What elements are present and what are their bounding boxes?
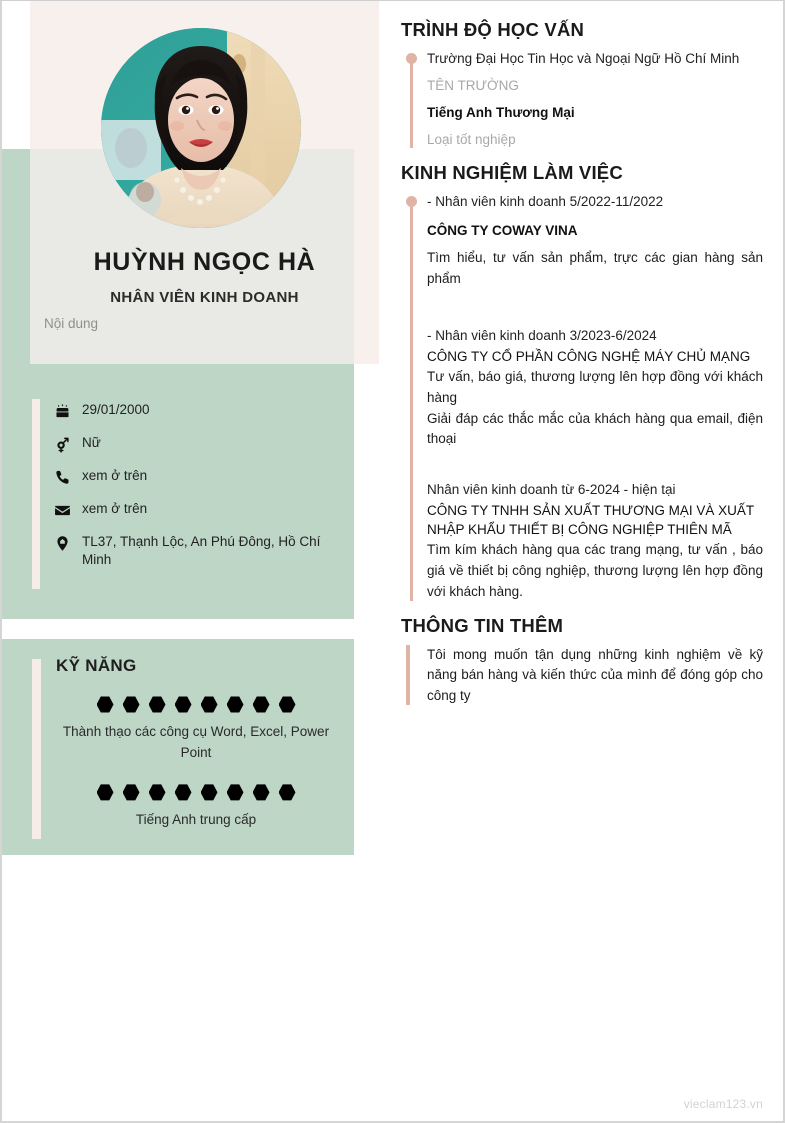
skill-label: Tiếng Anh trung cấp — [135, 811, 257, 827]
hexagon-icon — [253, 784, 270, 801]
experience-timeline — [401, 190, 763, 603]
job-company: CÔNG TY CỔ PHẦN CÔNG NGHỆ MÁY CHỦ MẠNG — [427, 348, 751, 364]
skills-accent-bar — [32, 659, 41, 839]
envelope-icon — [54, 501, 76, 519]
contact-item-gender — [54, 434, 334, 453]
education-heading: TRÌNH ĐỘ HỌC VẤN — [401, 19, 585, 40]
hexagon-icon — [97, 696, 114, 713]
job-date: - Nhân viên kinh doanh 3/2023-6/2024 — [427, 328, 657, 344]
skill-label: Thành thạo các công cụ Word, Excel, Power Point — [62, 724, 330, 760]
job-date: Nhân viên kinh doanh từ 6-2024 - hiện tại — [427, 482, 676, 498]
experience-heading: KINH NGHIỆM LÀM VIỆC — [401, 161, 623, 183]
contact-item-phone — [54, 467, 334, 486]
experience-item — [427, 480, 763, 602]
cv-role: NHÂN VIÊN KINH DOANH — [110, 288, 299, 306]
spacer — [427, 292, 763, 326]
timeline-line — [406, 645, 410, 706]
job-description: Tư vấn, báo giá, thương lượng lên hợp đồng với khách hàng — [427, 368, 763, 405]
extra-timeline — [401, 643, 763, 708]
education-school-placeholder: TÊN TRƯỜNG — [427, 77, 519, 93]
education-school: Trường Đại Học Tin Học và Ngoại Ngữ Hồ Chí Minh — [427, 51, 740, 66]
skill-level-row — [56, 696, 336, 713]
hexagon-icon — [97, 784, 114, 801]
hexagon-icon — [227, 696, 244, 713]
contact-list — [54, 401, 334, 583]
hexagon-icon — [175, 696, 192, 713]
extra-text: Tôi mong muốn tận dụng những kinh nghiệm về kỹ năng bán hàng và kiến thức của mình để đóng góp cho công ty — [427, 646, 763, 704]
contact-item-address — [54, 533, 334, 569]
experience-item — [427, 326, 763, 450]
gender-icon — [54, 435, 76, 453]
cv-name: HUỲNH NGỌC HÀ — [93, 248, 316, 276]
skills-heading: KỸ NĂNG — [56, 656, 137, 675]
contact-item-birthdate — [54, 401, 334, 420]
hexagon-icon — [149, 784, 166, 801]
skills-block — [56, 656, 336, 831]
contact-value: xem ở trên — [82, 501, 148, 516]
contact-value: 29/01/2000 — [82, 402, 150, 417]
job-company: CÔNG TY COWAY VINA — [427, 222, 578, 238]
job-description: Tìm kím khách hàng qua các trang mạng, tư vấn , báo giá về thiết bị công nghiệp, thương lượng lên hợp đồng với khách hàng. — [427, 541, 763, 599]
phone-icon — [54, 468, 76, 486]
contact-accent-bar — [32, 399, 40, 589]
skill-level-row — [56, 784, 336, 801]
hexagon-icon — [201, 784, 218, 801]
job-company: CÔNG TY TNHH SẢN XUẤT THƯƠNG MẠI VÀ XUẤT NHẬP KHẨU THIẾT BỊ CÔNG NGHIỆP THIÊN MÃ — [427, 502, 754, 537]
cv-summary-placeholder: Nội dung — [44, 315, 99, 331]
right-column — [401, 19, 763, 707]
hexagon-icon — [279, 784, 296, 801]
spacer — [427, 452, 763, 480]
job-description: Tìm hiểu, tư vấn sản phẩm, trực các gian hàng sản phẩm — [427, 250, 763, 287]
hexagon-icon — [253, 696, 270, 713]
timeline-line — [410, 200, 413, 601]
name-block — [30, 249, 379, 331]
hexagon-icon — [123, 784, 140, 801]
contact-item-email — [54, 500, 334, 519]
contact-value: Nữ — [82, 435, 101, 450]
contact-value: xem ở trên — [82, 468, 148, 483]
hexagon-icon — [279, 696, 296, 713]
hexagon-icon — [175, 784, 192, 801]
birthday-cake-icon — [54, 402, 76, 420]
hexagon-icon — [227, 784, 244, 801]
job-description-2: Giải đáp các thắc mắc của khách hàng qua email, điện thoại — [427, 410, 763, 447]
profile-photo — [101, 28, 301, 228]
education-timeline — [401, 47, 763, 150]
education-grade-placeholder: Loại tốt nghiệp — [427, 131, 516, 147]
hexagon-icon — [149, 696, 166, 713]
timeline-line — [410, 57, 413, 148]
location-pin-icon — [54, 534, 76, 552]
education-major: Tiếng Anh Thương Mại — [427, 104, 575, 120]
contact-value: TL37, Thạnh Lộc, An Phú Đông, Hồ Chí Minh — [82, 534, 321, 568]
experience-item — [427, 192, 763, 290]
hexagon-icon — [123, 696, 140, 713]
job-date: - Nhân viên kinh doanh 5/2022-11/2022 — [427, 193, 664, 209]
extra-heading: THÔNG TIN THÊM — [401, 614, 564, 636]
watermark: vieclam123.vn — [683, 1097, 763, 1111]
hexagon-icon — [201, 696, 218, 713]
